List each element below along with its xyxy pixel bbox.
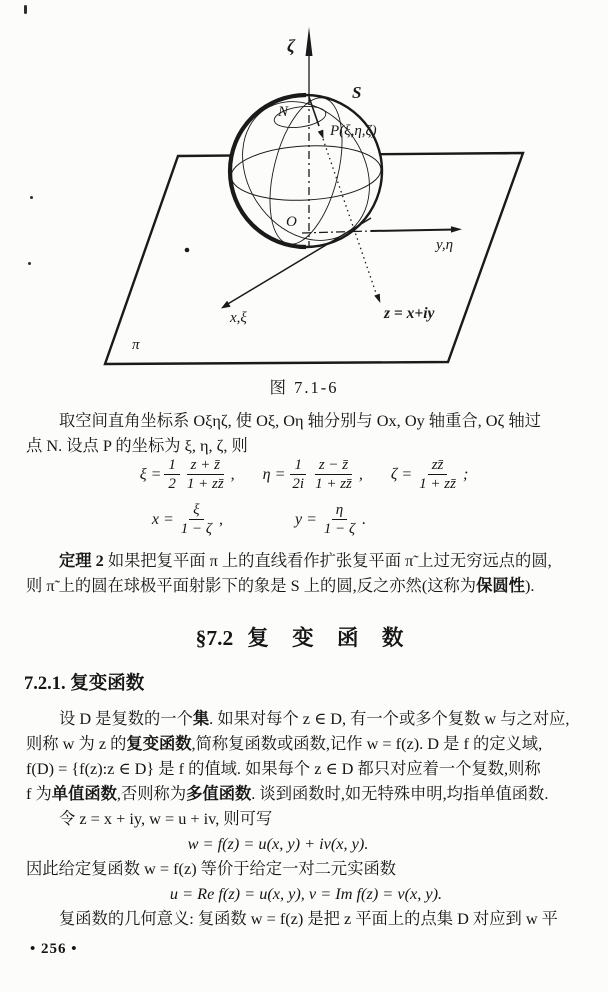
bold-term: 复变函数 (126, 734, 192, 753)
subsection-title: 复变函数 (70, 674, 145, 694)
plane-label: π (132, 337, 140, 353)
text-segment: 则称 w 为 z 的 (26, 734, 127, 753)
fraction-denominator: 1 − ζ (180, 521, 212, 537)
theorem-label: 定理 2 (59, 551, 104, 570)
fraction-denominator: 1 − ζ (323, 521, 356, 537)
text-line: 点 N. 设点 P 的坐标为 ξ, η, ζ, 则 (26, 436, 248, 455)
formula-tail: ; (462, 465, 469, 483)
sphere-label: S (352, 83, 362, 102)
formula-lhs: ξ = (139, 465, 162, 483)
text-segment: ,简称复函数或函数,记作 w = f(z). D 是 f 的定义域, (191, 734, 543, 753)
text-segment: 设 D 是复数的一个 (59, 709, 193, 728)
theorem-text: 如果把复平面 π 上的直线看作扩张复平面 π̃ 上过无穷远点的圆, (103, 551, 552, 570)
fraction (177, 501, 216, 538)
fraction (183, 456, 228, 493)
formula-x (152, 501, 223, 538)
bold-term: 多值函数 (186, 784, 252, 803)
fraction-denominator: 2 (168, 476, 176, 492)
theorem-text: 则 π̃ 上的圆在球极平面射影下的象是 S 上的圆,反之亦然(这称为 (26, 576, 477, 595)
north-pole-label: N (278, 104, 289, 120)
fraction (311, 456, 356, 493)
formula-zeta (391, 456, 468, 493)
origin-label: O (286, 214, 297, 230)
riemann-sphere-figure (0, 0, 608, 400)
fraction-numerator: 1 (164, 456, 180, 475)
formula-xi (140, 456, 235, 493)
fraction-numerator: z + z̄ (187, 456, 224, 475)
fraction-denominator: 2i (292, 476, 305, 492)
fraction-denominator: 1 + zz̄ (186, 476, 224, 492)
formula-tail: . (362, 510, 367, 528)
formula-lhs: ζ = (390, 465, 413, 483)
section-number: §7.2 (195, 626, 234, 650)
paragraph-coordinates (26, 408, 586, 458)
theorem-line (26, 573, 586, 598)
text-line: 取空间直角坐标系 Oξηζ, 使 Oξ, Oη 轴分别与 Ox, Oy 轴重合, Oζ 轴过 (59, 411, 541, 430)
formula-row-inverse (0, 501, 563, 538)
text-line: 复函数的几何意义: 复函数 w = f(z) 是把 z 平面上的点集 D 对应到 w 平 (59, 909, 558, 928)
fraction-numerator: η (332, 501, 347, 520)
fraction-denominator: 1 + zz̄ (315, 476, 352, 492)
text-segment: . 谈到函数时,如无特殊申明,均指单值函数. (251, 784, 549, 803)
formula-tail: , (230, 465, 235, 483)
formula-tail: , (358, 465, 363, 483)
fraction-numerator: ξ (189, 501, 203, 520)
formula-lhs: x = (151, 510, 174, 528)
point-p-label: P(ξ,η,ζ) (330, 123, 377, 139)
fraction (415, 456, 460, 493)
fraction (164, 456, 180, 493)
formula-row-projection (0, 456, 608, 493)
x-axis-label: x,ξ (230, 310, 247, 326)
text-segment: . 如果对每个 z ∈ D, 有一个或多个复数 w 与之对应, (209, 709, 570, 728)
text-segment: ,否则称为 (116, 784, 187, 803)
theorem-line (26, 548, 586, 573)
fraction-numerator: z − z̄ (315, 456, 352, 475)
y-axis-label: y,η (436, 237, 454, 253)
theorem-text: ). (524, 576, 535, 595)
theorem-bold-term: 保圆性 (476, 576, 525, 595)
fraction-denominator: 1 + zz̄ (419, 476, 456, 492)
display-formula: w = f(z) = u(x, y) + iv(x, y). (187, 834, 369, 853)
paragraph-definition (26, 706, 586, 931)
display-formula: u = Re f(z) = u(x, y), v = Im f(z) = v(x, y). (169, 884, 443, 903)
subsection-number: 7.2.1. (24, 674, 66, 694)
text-line (26, 706, 586, 731)
text-line (26, 731, 586, 756)
bold-term: 单值函数 (51, 784, 117, 803)
page-number: • 256 • (30, 941, 78, 957)
formula-lhs: y = (295, 510, 317, 528)
zeta-axis-label: ζ (287, 36, 295, 56)
section-title: 复 变 函 数 (247, 626, 413, 650)
text-segment: f 为 (26, 784, 52, 803)
section-heading (0, 621, 608, 652)
text-line: 令 z = x + iy, w = u + iv, 则可写 (59, 809, 273, 828)
figure-caption: 图 7.1-6 (269, 378, 339, 397)
text-line: 因此给定复函数 w = f(z) 等价于给定一对二元实函数 (26, 859, 397, 878)
plane-dot (185, 248, 190, 253)
formula-eta (263, 456, 363, 493)
theorem-2 (26, 548, 586, 598)
point-z-label: z = x+iy (384, 305, 435, 322)
text-line: f(D) = {f(z):z ∈ D} 是 f 的值域. 如果每个 z ∈ D 都只对应着一个复数,则称 (26, 759, 541, 778)
formula-tail: , (219, 510, 223, 528)
formula-lhs: η = (262, 465, 286, 483)
formula-y (295, 501, 366, 538)
fraction (288, 456, 308, 493)
bold-term: 集 (192, 709, 210, 728)
fraction (320, 501, 359, 538)
subsection-heading (24, 669, 144, 695)
fraction-numerator: zz̄ (428, 456, 448, 475)
text-line (26, 781, 586, 806)
fraction-numerator: 1 (290, 456, 306, 475)
